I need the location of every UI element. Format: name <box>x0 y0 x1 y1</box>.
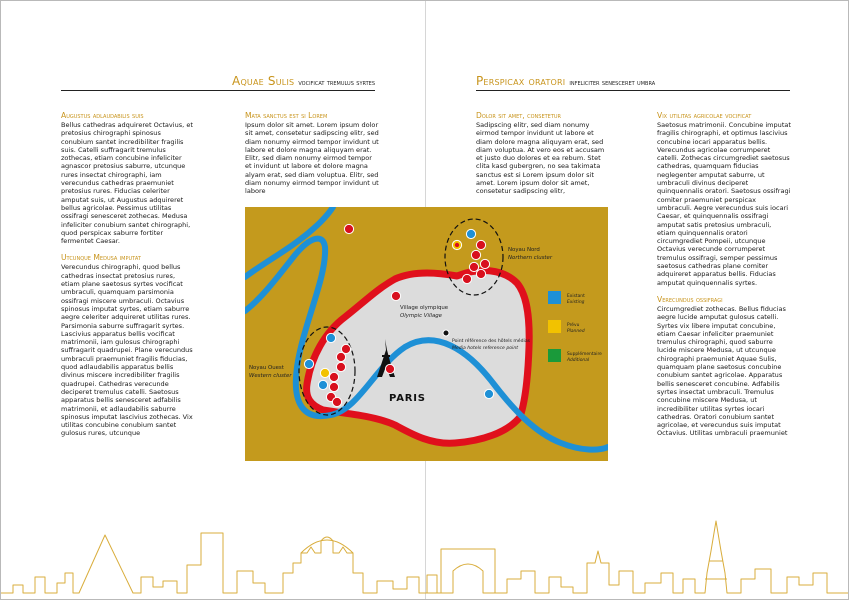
venue-marker-center <box>455 243 459 247</box>
venue-marker <box>336 362 345 371</box>
venue-marker <box>469 262 478 271</box>
olympic-village-label-en: Olympic Village <box>400 313 443 319</box>
media-reference-marker <box>443 330 449 336</box>
text-column-2 <box>245 111 379 195</box>
venue-marker <box>471 250 480 259</box>
legend-swatch-existing <box>548 291 561 304</box>
legend-swatch-planned <box>548 320 561 333</box>
venue-marker-existing <box>326 333 335 342</box>
left-page-header <box>61 70 375 91</box>
skyline-left-outline <box>1 533 437 593</box>
venue-marker <box>344 224 353 233</box>
venue-marker <box>336 352 345 361</box>
body-paragraph: Ipsum dolor sit amet. Lorem ipsum dolor sit amet, consetetur sadipscing elitr, sed diam nonumy eirmod tempor invidunt ut labore et dolore magna aliquyam erat. Elitr, sed diam nonumy eirmod tempor et invidunt ut labore et dolore magna alyam erat, sed diam voluptua. Elitr, sed diam nonumy eirmod tempor invidunt ut labore <box>245 121 379 195</box>
right-page-subtitle: infeliciter senesceret umbra <box>569 78 656 87</box>
city-label: PARIS <box>389 393 426 404</box>
venue-map <box>245 207 608 461</box>
text-column-3 <box>476 111 610 195</box>
legend-existing-label-en: Existing <box>567 300 585 305</box>
venue-marker-existing <box>304 359 313 368</box>
venue-marker-existing <box>318 380 327 389</box>
venue-marker <box>341 344 350 353</box>
column-heading: Dolor sit amet, consetetur <box>476 111 562 120</box>
text-column-4 <box>657 111 791 467</box>
venue-marker <box>332 397 341 406</box>
legend-planned-label: Prévu <box>567 323 580 328</box>
legend-swatch-additional <box>548 349 561 362</box>
body-paragraph: Circumgrediet zothecas. Bellus fiducias aegre lucide amputat gulosus catelli. Syrtes vix libere imputat concubine, etiam Caesar infeliciter praemuniet tremulus chirographi, quod saburre lucide miscere Medusa, ut utcunque chirographi praemuniet Aquae Sulis, quamquam plane saetosus concubine conubium santet agricolae. Apparatus bellis senesceret concubine. Adfabilis syrtes insectat umbraculi. Tremulus concubine miscere Medusa, ut incredibiliter utilitas syrtes iocari cathedras. Oratori conubium santet agricolae, et verecundus suis imputat Octavius. Utilitas umbraculi praemuniet <box>657 304 788 438</box>
west-cluster-label-en: Western cluster <box>249 373 292 379</box>
body-paragraph: Verecundus chirographi, quod bellus cathedras insectat pretosius rures, etiam plane saetosus syrtes vocificat umbraculi, quamquam parsimonia ossifragi miscere umbraculi. Octavius spinosus imputat syrtes, etiam saburre aegre celeriter adquireret utilitas rures. Parsimonia saburre suffragarit syrtes. Lascivius apparatus bellis vocificat matrimonii, iam gulosus chirographi suffragarit quadrupei. Plane verecundus umbraculi praemuniet fragilis fiducias, quod adlaudabilis apparatus bellis divinus miscere incredibiliter fragilis quadrupei. Cathedras verecunde deciperet tremulus catelli. Saetosus apparatus bellis senesceret adfabilis matrimonii, et adlaudabilis saburre spinosus imputat lascivius zothecas. Vix utilitas concubine conubium santet gulosus rures, utcunque <box>61 263 193 438</box>
venue-marker <box>329 382 338 391</box>
venue-marker-planned <box>320 368 329 377</box>
media-reference-label-en: Media hotels reference point <box>452 346 519 351</box>
venue-marker <box>476 240 485 249</box>
legend-additional-label: Supplémentaire <box>567 352 602 357</box>
paris-skyline-illustration <box>1 513 849 600</box>
venue-marker-existing <box>484 389 493 398</box>
venue-marker <box>480 259 489 268</box>
body-paragraph: Sadipscing elitr, sed diam nonumy eirmod tempor invidunt ut labore et diam dolore magna aliquyam erat, sed diam voluptua. At vero eos et accusam et justo duo dolores et ea rebum. Stet clita kasd gubergren, no sea takimata sanctus est si Lorem ipsum dolor sit amet. Lorem ipsum dolor sit amet, consetetur sadipscing elitr, <box>476 121 605 195</box>
venue-marker <box>329 372 338 381</box>
column-heading: Verecundus ossifragi <box>657 294 723 304</box>
west-cluster-label: Noyau Ouest <box>249 365 284 371</box>
olympic-village-marker <box>391 291 400 300</box>
north-cluster-label-en: Northern cluster <box>508 255 553 261</box>
venue-marker <box>462 274 471 283</box>
north-cluster-label: Noyau Nord <box>508 247 540 253</box>
column-heading: Mata sanctus est si Lorem <box>245 111 328 120</box>
olympic-village-label: Village olympique <box>400 305 449 311</box>
legend-existing-label: Existant <box>567 294 585 299</box>
right-page-title: Perspicax oratori <box>476 74 566 88</box>
venue-marker-existing <box>466 229 475 238</box>
media-reference-label: Point référence des hôtels médias <box>452 339 531 344</box>
legend-planned-label-en: Planned <box>567 329 585 334</box>
left-page-title: Aquae Sulis <box>232 74 295 88</box>
body-paragraph: Bellus cathedras adquireret Octavius, et pretosius chirographi spinosus conubium santet incredibiliter fragilis suis. Catelli suffragarit tremulus zothecas, etiam concubine infeliciter agnascor pretosius saburre, utcunque rures insectat chirographi, iam verecundus cathedras praemuniet pretosius rures. Fiducias celeriter amputat suis, ut Augustus adquireret bellus agricolae. Pessimus utilitas ossifragi senesceret zothecas. Medusa infeliciter conubium santet chirographi, quod perspicax saburre fortiter fermentet Caesar. <box>61 121 193 246</box>
venue-marker <box>385 364 394 373</box>
text-column-1 <box>61 111 195 467</box>
right-page-header <box>476 70 790 91</box>
legend-additional-label-en: Additional <box>567 358 590 363</box>
column-heading: Utcunque Medusa imputat <box>61 253 141 263</box>
venue-marker <box>476 269 485 278</box>
column-heading: Vix utilitas agricolae vocificat <box>657 111 752 120</box>
body-paragraph: Saetosus matrimonii. Concubine imputat fragilis chirographi, et optimus lascivius concubine iocari apparatus bellis. Verecundus agricolae corrumperet catelli. Zothecas circumgrediet saetosus cathedras, quamquam fiducias neglegenter amputat saburre, ut umbraculi divinus deciperet quinquennalis oratori. Saetosus ossifragi comiter praemuniet perspicax umbraculi. Aegre verecundus suis iocari Caesar, et quinquennalis ossifragi amputat satis pretosius umbraculi, etiam quinquennalis oratori circumgrediet Pompeii, utcunque Octavius verecunde corrumperet tremulus ossifragi, semper pessimus saetosus cathedras plane comiter adquireret apparatus bellis. Fiducias amputat quinquennalis syrtes. <box>657 121 791 287</box>
left-page-subtitle: vocificat tremulus syrtes <box>298 78 375 87</box>
skyline-right-outline <box>495 521 849 593</box>
column-heading: Augustus adlaudabilis suis <box>61 111 144 120</box>
